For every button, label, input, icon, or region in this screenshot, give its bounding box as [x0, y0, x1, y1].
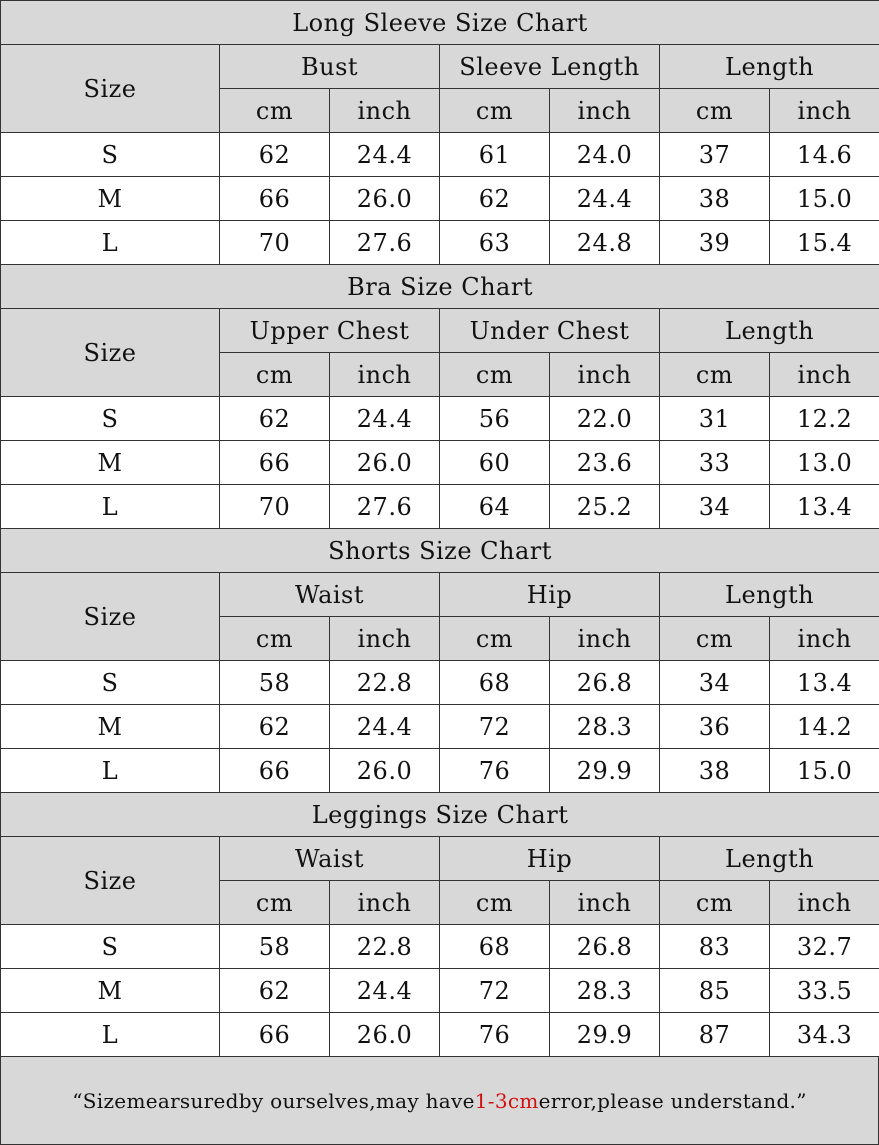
- size-cell: S: [1, 661, 220, 705]
- value-cell: 62: [220, 397, 330, 441]
- table-row: [1, 133, 879, 177]
- value-cell: 62: [220, 705, 330, 749]
- unit-header: cm: [660, 89, 770, 133]
- value-cell: 33.5: [770, 969, 879, 1013]
- table-row: [1, 397, 879, 441]
- measure-header: Bust: [220, 45, 440, 89]
- size-column-header: Size: [1, 573, 220, 661]
- measure-header: Waist: [220, 573, 440, 617]
- size-cell: L: [1, 1013, 220, 1057]
- table-row: [1, 661, 879, 705]
- unit-header: inch: [770, 89, 879, 133]
- size-cell: M: [1, 177, 220, 221]
- value-cell: 34: [660, 485, 770, 529]
- value-cell: 26.8: [550, 925, 660, 969]
- value-cell: 15.0: [770, 177, 879, 221]
- value-cell: 12.2: [770, 397, 879, 441]
- unit-header: inch: [550, 353, 660, 397]
- value-cell: 72: [440, 705, 550, 749]
- value-cell: 61: [440, 133, 550, 177]
- value-cell: 24.4: [550, 177, 660, 221]
- long-chart-title: Long Sleeve Size Chart: [1, 1, 879, 45]
- leggings-chart-title: Leggings Size Chart: [1, 793, 879, 837]
- value-cell: 26.0: [330, 441, 440, 485]
- value-cell: 34: [660, 661, 770, 705]
- measure-header: Length: [660, 837, 879, 881]
- value-cell: 87: [660, 1013, 770, 1057]
- value-cell: 26.0: [330, 177, 440, 221]
- measure-header: Length: [660, 45, 879, 89]
- long-title-row: [1, 1, 879, 45]
- value-cell: 23.6: [550, 441, 660, 485]
- value-cell: 24.8: [550, 221, 660, 265]
- measure-header: Under Chest: [440, 309, 660, 353]
- size-cell: L: [1, 485, 220, 529]
- value-cell: 38: [660, 749, 770, 793]
- measure-header: Sleeve Length: [440, 45, 660, 89]
- table-row: [1, 221, 879, 265]
- bra-measure-row: [1, 309, 879, 353]
- size-cell: M: [1, 705, 220, 749]
- table-row: [1, 925, 879, 969]
- value-cell: 15.4: [770, 221, 879, 265]
- size-column-header: Size: [1, 309, 220, 397]
- value-cell: 37: [660, 133, 770, 177]
- value-cell: 27.6: [330, 485, 440, 529]
- value-cell: 33: [660, 441, 770, 485]
- value-cell: 38: [660, 177, 770, 221]
- unit-header: cm: [220, 89, 330, 133]
- unit-header: inch: [330, 617, 440, 661]
- value-cell: 83: [660, 925, 770, 969]
- size-cell: L: [1, 221, 220, 265]
- unit-header: cm: [660, 617, 770, 661]
- measure-header: Waist: [220, 837, 440, 881]
- value-cell: 72: [440, 969, 550, 1013]
- size-cell: S: [1, 925, 220, 969]
- value-cell: 13.4: [770, 661, 879, 705]
- value-cell: 28.3: [550, 705, 660, 749]
- table-row: [1, 1013, 879, 1057]
- size-note: [0, 1056, 879, 1145]
- value-cell: 36: [660, 705, 770, 749]
- value-cell: 34.3: [770, 1013, 879, 1057]
- size-cell: M: [1, 441, 220, 485]
- value-cell: 66: [220, 441, 330, 485]
- table-row: [1, 749, 879, 793]
- measure-header: Length: [660, 309, 879, 353]
- value-cell: 62: [440, 177, 550, 221]
- value-cell: 24.0: [550, 133, 660, 177]
- value-cell: 29.9: [550, 749, 660, 793]
- bra-chart-title: Bra Size Chart: [1, 265, 879, 309]
- value-cell: 24.4: [330, 705, 440, 749]
- value-cell: 70: [220, 221, 330, 265]
- size-cell: S: [1, 133, 220, 177]
- table-row: [1, 969, 879, 1013]
- unit-header: cm: [660, 881, 770, 925]
- value-cell: 66: [220, 749, 330, 793]
- unit-header: cm: [440, 881, 550, 925]
- value-cell: 32.7: [770, 925, 879, 969]
- note-text-after: error,please understand.”: [538, 1088, 807, 1113]
- table-row: [1, 441, 879, 485]
- measure-header: Hip: [440, 573, 660, 617]
- measure-header: Upper Chest: [220, 309, 440, 353]
- value-cell: 27.6: [330, 221, 440, 265]
- unit-header: cm: [220, 617, 330, 661]
- value-cell: 13.4: [770, 485, 879, 529]
- value-cell: 14.2: [770, 705, 879, 749]
- value-cell: 85: [660, 969, 770, 1013]
- unit-header: inch: [550, 617, 660, 661]
- size-cell: L: [1, 749, 220, 793]
- size-cell: M: [1, 969, 220, 1013]
- unit-header: cm: [220, 881, 330, 925]
- unit-header: inch: [550, 89, 660, 133]
- value-cell: 25.2: [550, 485, 660, 529]
- value-cell: 63: [440, 221, 550, 265]
- value-cell: 24.4: [330, 133, 440, 177]
- value-cell: 14.6: [770, 133, 879, 177]
- unit-header: cm: [440, 617, 550, 661]
- long-measure-row: [1, 45, 879, 89]
- value-cell: 24.4: [330, 969, 440, 1013]
- value-cell: 70: [220, 485, 330, 529]
- value-cell: 58: [220, 925, 330, 969]
- value-cell: 66: [220, 1013, 330, 1057]
- value-cell: 29.9: [550, 1013, 660, 1057]
- value-cell: 22.8: [330, 925, 440, 969]
- value-cell: 28.3: [550, 969, 660, 1013]
- leggings-measure-row: [1, 837, 879, 881]
- table-row: [1, 485, 879, 529]
- value-cell: 60: [440, 441, 550, 485]
- unit-header: inch: [770, 881, 879, 925]
- value-cell: 26.0: [330, 1013, 440, 1057]
- value-cell: 66: [220, 177, 330, 221]
- value-cell: 39: [660, 221, 770, 265]
- shorts-title-row: [1, 529, 879, 573]
- value-cell: 22.8: [330, 661, 440, 705]
- value-cell: 13.0: [770, 441, 879, 485]
- value-cell: 31: [660, 397, 770, 441]
- value-cell: 58: [220, 661, 330, 705]
- table-row: [1, 705, 879, 749]
- value-cell: 68: [440, 925, 550, 969]
- value-cell: 76: [440, 749, 550, 793]
- unit-header: inch: [550, 881, 660, 925]
- shorts-measure-row: [1, 573, 879, 617]
- unit-header: inch: [330, 89, 440, 133]
- unit-header: inch: [330, 881, 440, 925]
- unit-header: cm: [660, 353, 770, 397]
- table-row: [1, 177, 879, 221]
- size-cell: S: [1, 397, 220, 441]
- value-cell: 26.8: [550, 661, 660, 705]
- value-cell: 62: [220, 969, 330, 1013]
- value-cell: 56: [440, 397, 550, 441]
- note-error-range: 1-3cm: [474, 1088, 539, 1113]
- size-column-header: Size: [1, 45, 220, 133]
- value-cell: 26.0: [330, 749, 440, 793]
- measure-header: Length: [660, 573, 879, 617]
- size-column-header: Size: [1, 837, 220, 925]
- leggings-title-row: [1, 793, 879, 837]
- bra-title-row: [1, 265, 879, 309]
- note-text-before: “Sizemearsuredby ourselves,may have: [72, 1088, 475, 1113]
- unit-header: cm: [440, 353, 550, 397]
- measure-header: Hip: [440, 837, 660, 881]
- value-cell: 24.4: [330, 397, 440, 441]
- value-cell: 62: [220, 133, 330, 177]
- unit-header: inch: [330, 353, 440, 397]
- value-cell: 22.0: [550, 397, 660, 441]
- value-cell: 64: [440, 485, 550, 529]
- value-cell: 15.0: [770, 749, 879, 793]
- value-cell: 68: [440, 661, 550, 705]
- value-cell: 76: [440, 1013, 550, 1057]
- unit-header: inch: [770, 353, 879, 397]
- unit-header: cm: [220, 353, 330, 397]
- shorts-chart-title: Shorts Size Chart: [1, 529, 879, 573]
- unit-header: cm: [440, 89, 550, 133]
- unit-header: inch: [770, 617, 879, 661]
